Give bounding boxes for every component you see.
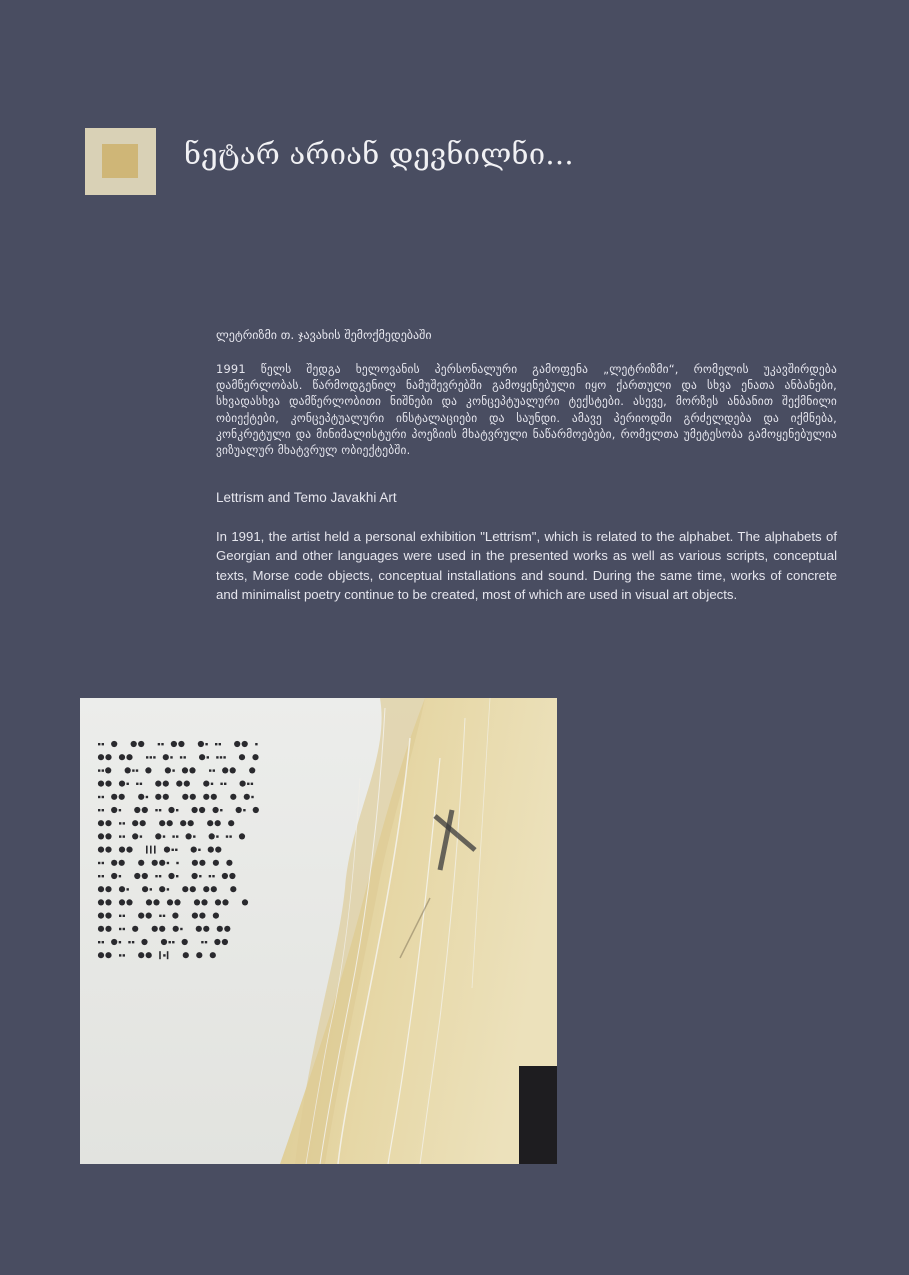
- morse-dot: [98, 952, 104, 958]
- morse-dot: [230, 794, 236, 800]
- morse-dot: [134, 873, 140, 879]
- morse-dot: [105, 767, 111, 773]
- morse-dot: [203, 886, 209, 892]
- morse-dot: [215, 820, 221, 826]
- morse-dash: [176, 809, 178, 811]
- morse-dot: [230, 886, 236, 892]
- morse-dot: [159, 860, 165, 866]
- morse-dot: [183, 952, 189, 958]
- morse-dash: [119, 875, 121, 877]
- morse-dot: [98, 886, 104, 892]
- morse-dot: [188, 820, 194, 826]
- artwork-painting: [80, 698, 557, 1164]
- morse-dot: [165, 767, 171, 773]
- morse-dash: [251, 783, 253, 785]
- morse-dot: [163, 781, 169, 787]
- morse-dot: [182, 886, 188, 892]
- morse-dot: [105, 899, 111, 905]
- morse-dash: [102, 941, 104, 943]
- morse-dot: [167, 899, 173, 905]
- morse-dash: [102, 769, 104, 771]
- morse-dash: [159, 875, 161, 877]
- morse-dash: [119, 809, 121, 811]
- morse-dash: [102, 796, 104, 798]
- morse-dot: [252, 754, 258, 760]
- morse-dash: [98, 862, 100, 864]
- morse-dot: [242, 741, 248, 747]
- morse-dash: [98, 796, 100, 798]
- morse-dot: [105, 781, 111, 787]
- morse-dash: [163, 835, 165, 837]
- morse-dash: [123, 822, 125, 824]
- morse-dash: [172, 835, 174, 837]
- georgian-section-heading: ლეტრიზმი თ. ჯავახის შემოქმედებაში: [216, 328, 432, 342]
- morse-dot: [155, 781, 161, 787]
- morse-dash: [102, 743, 104, 745]
- morse-bar: [154, 846, 156, 854]
- morse-dash: [98, 769, 100, 771]
- morse-dash: [123, 915, 125, 917]
- morse-dot: [138, 741, 144, 747]
- morse-dot: [98, 847, 104, 853]
- morse-dot: [180, 820, 186, 826]
- morse-dot: [161, 939, 167, 945]
- morse-dot: [194, 899, 200, 905]
- morse-dash: [167, 888, 169, 890]
- english-text-section: [216, 489, 837, 605]
- morse-dash: [184, 756, 186, 758]
- morse-dot: [213, 807, 219, 813]
- morse-dash: [224, 783, 226, 785]
- morse-dash: [229, 835, 231, 837]
- morse-dot: [217, 926, 223, 932]
- morse-dot: [98, 926, 104, 932]
- morse-dot: [155, 833, 161, 839]
- morse-dot: [211, 886, 217, 892]
- morse-dash: [150, 888, 152, 890]
- english-section-body: In 1991, the artist held a personal exhibition "Lettrism", which is related to the alphabet. The alphabets of Georgian and other languages were used in the presented works as well as various scripts, conceptual texts, Morse code objects, conceptual installations and sound. During the same time, works of concrete and minimalist poetry continue to be created, most of which are used in visual art objects.: [216, 529, 837, 603]
- morse-dash: [140, 783, 142, 785]
- morse-dash: [153, 756, 155, 758]
- morse-dot: [213, 913, 219, 919]
- morse-dash: [176, 835, 178, 837]
- morse-dash: [146, 756, 148, 758]
- morse-dot: [199, 913, 205, 919]
- logo-square: [85, 128, 156, 195]
- morse-dot: [126, 754, 132, 760]
- morse-dot: [105, 820, 111, 826]
- morse-dot: [155, 794, 161, 800]
- morse-dash: [119, 954, 121, 956]
- morse-dash: [98, 809, 100, 811]
- morse-dot: [222, 939, 228, 945]
- morse-dash: [172, 769, 174, 771]
- morse-dot: [228, 820, 234, 826]
- morse-dot: [211, 794, 217, 800]
- morse-dash: [119, 835, 121, 837]
- morse-dot: [105, 952, 111, 958]
- morse-dash: [180, 756, 182, 758]
- morse-dot: [138, 794, 144, 800]
- morse-dot: [119, 847, 125, 853]
- morse-dash: [119, 941, 121, 943]
- morse-dot: [222, 873, 228, 879]
- morse-dash: [247, 783, 249, 785]
- morse-dot: [192, 807, 198, 813]
- morse-dot: [153, 899, 159, 905]
- morse-dash: [220, 783, 222, 785]
- morse-dot: [142, 807, 148, 813]
- morse-dash: [102, 862, 104, 864]
- morse-dot: [229, 873, 235, 879]
- morse-dash: [119, 928, 121, 930]
- morse-dot: [182, 939, 188, 945]
- morse-dash: [199, 875, 201, 877]
- morse-dash: [123, 954, 125, 956]
- morse-dot: [192, 873, 198, 879]
- morse-dot: [230, 767, 236, 773]
- morse-dash: [127, 888, 129, 890]
- morse-dash: [140, 835, 142, 837]
- morse-dash: [150, 756, 152, 758]
- morse-dot: [222, 899, 228, 905]
- morse-dash: [123, 835, 125, 837]
- morse-dot: [198, 741, 204, 747]
- morse-dot: [168, 873, 174, 879]
- morse-dot: [159, 926, 165, 932]
- morse-dash: [146, 796, 148, 798]
- morse-dot: [119, 886, 125, 892]
- morse-dash: [163, 915, 165, 917]
- artwork-image: [80, 698, 557, 1164]
- morse-dash: [119, 822, 121, 824]
- morse-dash: [209, 769, 211, 771]
- morse-dot: [105, 913, 111, 919]
- morse-dash: [158, 743, 160, 745]
- morse-dot: [163, 754, 169, 760]
- morse-dot: [119, 754, 125, 760]
- morse-dot: [244, 794, 250, 800]
- morse-dash: [161, 743, 163, 745]
- morse-dot: [239, 833, 245, 839]
- morse-dot: [152, 926, 158, 932]
- morse-dash: [98, 941, 100, 943]
- morse-dot: [132, 833, 138, 839]
- morse-dot: [105, 833, 111, 839]
- morse-dot: [236, 807, 242, 813]
- morse-dot: [249, 767, 255, 773]
- morse-dash: [201, 941, 203, 943]
- morse-dash: [169, 941, 171, 943]
- morse-dot: [111, 794, 117, 800]
- morse-dot: [125, 767, 131, 773]
- morse-dot: [140, 820, 146, 826]
- morse-dash: [209, 875, 211, 877]
- morse-dot: [240, 781, 246, 787]
- morse-dot: [164, 847, 170, 853]
- morse-dot: [208, 847, 214, 853]
- morse-dot: [214, 939, 220, 945]
- morse-dot: [159, 820, 165, 826]
- morse-dot: [196, 926, 202, 932]
- morse-dash: [216, 835, 218, 837]
- morse-dot: [171, 741, 177, 747]
- morse-bar: [159, 951, 161, 959]
- morse-dot: [141, 939, 147, 945]
- morse-dash: [198, 849, 200, 851]
- morse-dot: [98, 833, 104, 839]
- morse-dot: [111, 741, 117, 747]
- morse-dot: [152, 860, 158, 866]
- morse-dash: [170, 756, 172, 758]
- morse-dash: [172, 849, 174, 851]
- morse-dot: [189, 767, 195, 773]
- morse-dash: [128, 941, 130, 943]
- morse-dot: [199, 754, 205, 760]
- morse-dot: [98, 899, 104, 905]
- morse-dot: [213, 860, 219, 866]
- morse-dot: [119, 794, 125, 800]
- morse-dot: [131, 741, 137, 747]
- morse-dash: [207, 756, 209, 758]
- morse-dot: [126, 899, 132, 905]
- morse-dot: [234, 741, 240, 747]
- morse-dash: [213, 769, 215, 771]
- morse-dot: [126, 847, 132, 853]
- morse-dot: [210, 952, 216, 958]
- georgian-section-body: 1991 წელს შედგა ხელოვანის პერსონალური გამოფენა „ლეტრიზმი“, რომელის უკავშირდება დამწერლობას. წარმოდგენილ ნამუშევრებში გამოყენებული იყო ქართული და სხვა ენათა ანბანები, სხვადასხვა დამწერლობითი ნიშნები და კონცეპტუალური ტექსტები. ასევე, მორზეს ანბანით შექმნილი ობიექტები, კონცეპტუალური ინსტალაციები და საუნდი. ამავე პერიოდში გრძელდება და იქმნება, კონკრეტული და მინიმალისტური პოეზიის მხატვრული ნაწარმოებები, რომელთა უმეტესობა გამოყენებულია ვიზუალურ მხატვრულ ობიექტებში.: [216, 362, 837, 458]
- morse-dash: [136, 783, 138, 785]
- morse-dash: [180, 928, 182, 930]
- morse-dash: [226, 835, 228, 837]
- morse-dot: [105, 886, 111, 892]
- morse-dot: [111, 860, 117, 866]
- black-panel: [519, 1066, 557, 1164]
- morse-dash: [123, 928, 125, 930]
- morse-dot: [138, 913, 144, 919]
- morse-dot: [174, 899, 180, 905]
- morse-dash: [102, 809, 104, 811]
- morse-dash: [119, 915, 121, 917]
- morse-dot: [199, 860, 205, 866]
- english-section-heading: Lettrism and Temo Javakhi Art: [216, 490, 397, 505]
- morse-dot: [142, 886, 148, 892]
- morse-dot: [132, 926, 138, 932]
- morse-dot: [199, 807, 205, 813]
- morse-dot: [146, 899, 152, 905]
- morse-dot: [226, 860, 232, 866]
- morse-bar: [146, 846, 148, 854]
- morse-dot: [196, 952, 202, 958]
- morse-dot: [203, 926, 209, 932]
- morse-dash: [136, 769, 138, 771]
- morse-dash: [220, 809, 222, 811]
- morse-dot: [192, 860, 198, 866]
- morse-dot: [98, 754, 104, 760]
- morse-dot: [119, 781, 125, 787]
- morse-dot: [172, 913, 178, 919]
- georgian-text-section: [216, 327, 837, 458]
- morse-dash: [193, 835, 195, 837]
- morse-dot: [105, 847, 111, 853]
- morse-dot: [132, 820, 138, 826]
- morse-dot: [146, 952, 152, 958]
- morse-dash: [98, 743, 100, 745]
- morse-dash: [167, 862, 169, 864]
- morse-dot: [138, 860, 144, 866]
- morse-dash: [215, 743, 217, 745]
- morse-dot: [178, 741, 184, 747]
- morse-dash: [155, 809, 157, 811]
- morse-dash: [132, 941, 134, 943]
- morse-dash: [212, 875, 214, 877]
- morse-dash: [211, 783, 213, 785]
- morse-dot: [239, 754, 245, 760]
- morse-dot: [184, 781, 190, 787]
- morse-dot: [192, 913, 198, 919]
- morse-dot: [105, 926, 111, 932]
- morse-dot: [146, 913, 152, 919]
- morse-dash: [220, 756, 222, 758]
- morse-dot: [111, 807, 117, 813]
- morse-dot: [105, 754, 111, 760]
- morse-dot: [209, 833, 215, 839]
- morse-dash: [127, 783, 129, 785]
- morse-dash: [98, 875, 100, 877]
- morse-dash: [205, 743, 207, 745]
- morse-dash: [172, 941, 174, 943]
- morse-dot: [222, 767, 228, 773]
- morse-dot: [119, 899, 125, 905]
- morse-dot: [215, 847, 221, 853]
- morse-dot: [98, 781, 104, 787]
- morse-dot: [253, 807, 259, 813]
- morse-dash: [216, 756, 218, 758]
- morse-dot: [215, 899, 221, 905]
- morse-dash: [132, 769, 134, 771]
- morse-dot: [168, 807, 174, 813]
- morse-dot: [98, 913, 104, 919]
- morse-dash: [243, 809, 245, 811]
- morse-dot: [242, 899, 248, 905]
- morse-dash: [159, 809, 161, 811]
- morse-dot: [134, 807, 140, 813]
- morse-dash: [175, 849, 177, 851]
- morse-dot: [98, 820, 104, 826]
- morse-dot: [203, 781, 209, 787]
- morse-dot: [182, 767, 188, 773]
- morse-dot: [173, 926, 179, 932]
- morse-bar: [167, 951, 169, 959]
- page-title: ნეტარ არიან დევნილნი...: [184, 137, 574, 171]
- morse-dot: [119, 860, 125, 866]
- morse-dot: [163, 794, 169, 800]
- morse-dot: [167, 820, 173, 826]
- morse-dash: [102, 875, 104, 877]
- morse-dash: [255, 743, 257, 745]
- logo-inner-square: [102, 144, 138, 178]
- morse-dash: [251, 796, 253, 798]
- morse-dot: [176, 781, 182, 787]
- morse-dot: [182, 794, 188, 800]
- morse-dot: [159, 886, 165, 892]
- morse-dot: [224, 926, 230, 932]
- morse-dash: [176, 875, 178, 877]
- morse-dot: [138, 952, 144, 958]
- morse-dot: [190, 794, 196, 800]
- morse-dot: [201, 899, 207, 905]
- morse-dot: [207, 820, 213, 826]
- morse-dot: [203, 794, 209, 800]
- morse-dot: [111, 939, 117, 945]
- morse-dot: [142, 873, 148, 879]
- morse-dot: [191, 847, 197, 853]
- morse-dash: [155, 875, 157, 877]
- morse-bar: [150, 846, 152, 854]
- morse-dot: [186, 833, 192, 839]
- morse-dash: [205, 941, 207, 943]
- morse-dash: [159, 915, 161, 917]
- morse-dash: [163, 954, 165, 956]
- morse-dot: [190, 886, 196, 892]
- morse-dot: [111, 873, 117, 879]
- morse-dash: [176, 862, 178, 864]
- morse-dot: [145, 767, 151, 773]
- morse-dash: [219, 743, 221, 745]
- morse-dash: [223, 756, 225, 758]
